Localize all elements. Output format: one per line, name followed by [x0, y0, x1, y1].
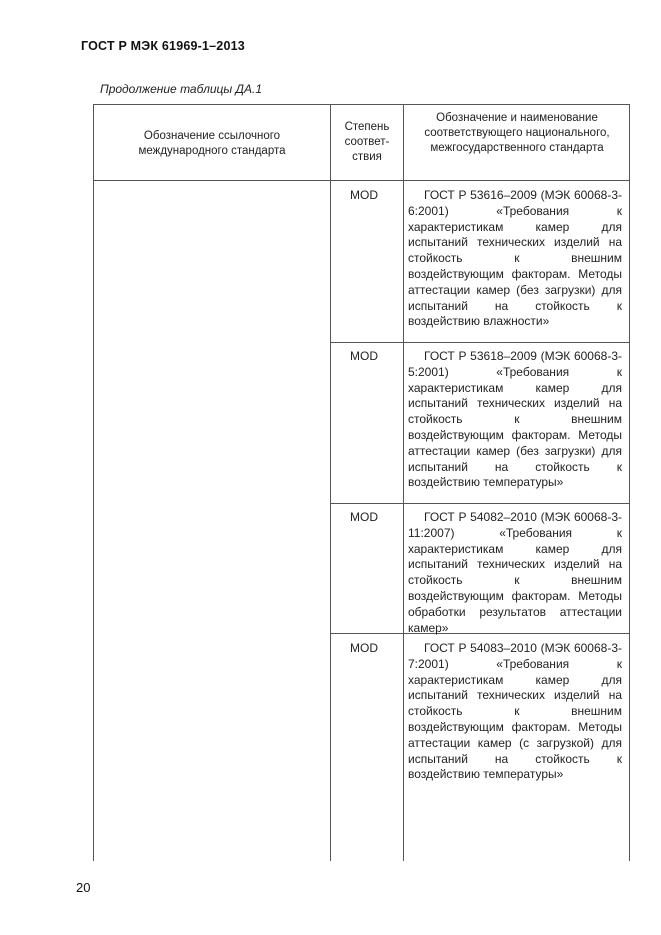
column-divider	[330, 105, 331, 861]
standard-description: ГОСТ Р 53618–2009 (МЭК 60068-3-5:2001) «Требования к характеристикам камер для испытаний технических изделий на стойкость к внешним воздействующим факторам. Методы аттестации камер (без загрузки) для испытаний на стойкость к воздействию температуры»	[408, 349, 622, 490]
column-divider	[403, 105, 404, 861]
reference-table	[93, 104, 630, 861]
row-divider	[330, 503, 630, 504]
standard-description: ГОСТ Р 54083–2010 (МЭК 60068-3-7:2001) «Требования к характеристикам камер для испытаний технических изделий на стойкость к внешним воздействующим факторам. Методы аттестации камер (с загрузкой) для испытаний на стойкость к воздействию температуры»	[408, 641, 622, 782]
degree-cell: MOD	[350, 349, 378, 363]
standard-description: ГОСТ Р 53616–2009 (МЭК 60068-3-6:2001) «Требования к характеристикам камер для испытаний технических изделий на стойкость к внешним воздействующим факторам. Методы аттестации камер (без загрузки) для испытаний на стойкость к воздействию влажности»	[408, 188, 622, 329]
column-header-reference: Обозначение ссылочного международного стандарта	[138, 130, 286, 157]
standard-description: ГОСТ Р 54082–2010 (МЭК 60068-3-11:2007) «Требования к характеристикам камер для испытаний технических изделий на стойкость к внешним воздействующим факторам. Методы обработки результатов аттестации камер»	[408, 510, 622, 635]
page-number: 20	[76, 880, 91, 895]
column-header-degree: Степень соответ-ствия	[344, 121, 390, 163]
table-caption: Продолжение таблицы ДА.1	[100, 82, 263, 96]
document-id: ГОСТ Р МЭК 61969-1–2013	[81, 39, 245, 53]
header-divider	[94, 180, 630, 181]
column-divider	[629, 105, 630, 861]
row-divider	[330, 342, 630, 343]
degree-cell: MOD	[350, 510, 378, 524]
column-header-national: Обозначение и наименование соответствующего национального, межгосударственного стандарта	[424, 112, 610, 154]
degree-cell: MOD	[350, 188, 378, 202]
degree-cell: MOD	[350, 641, 378, 655]
